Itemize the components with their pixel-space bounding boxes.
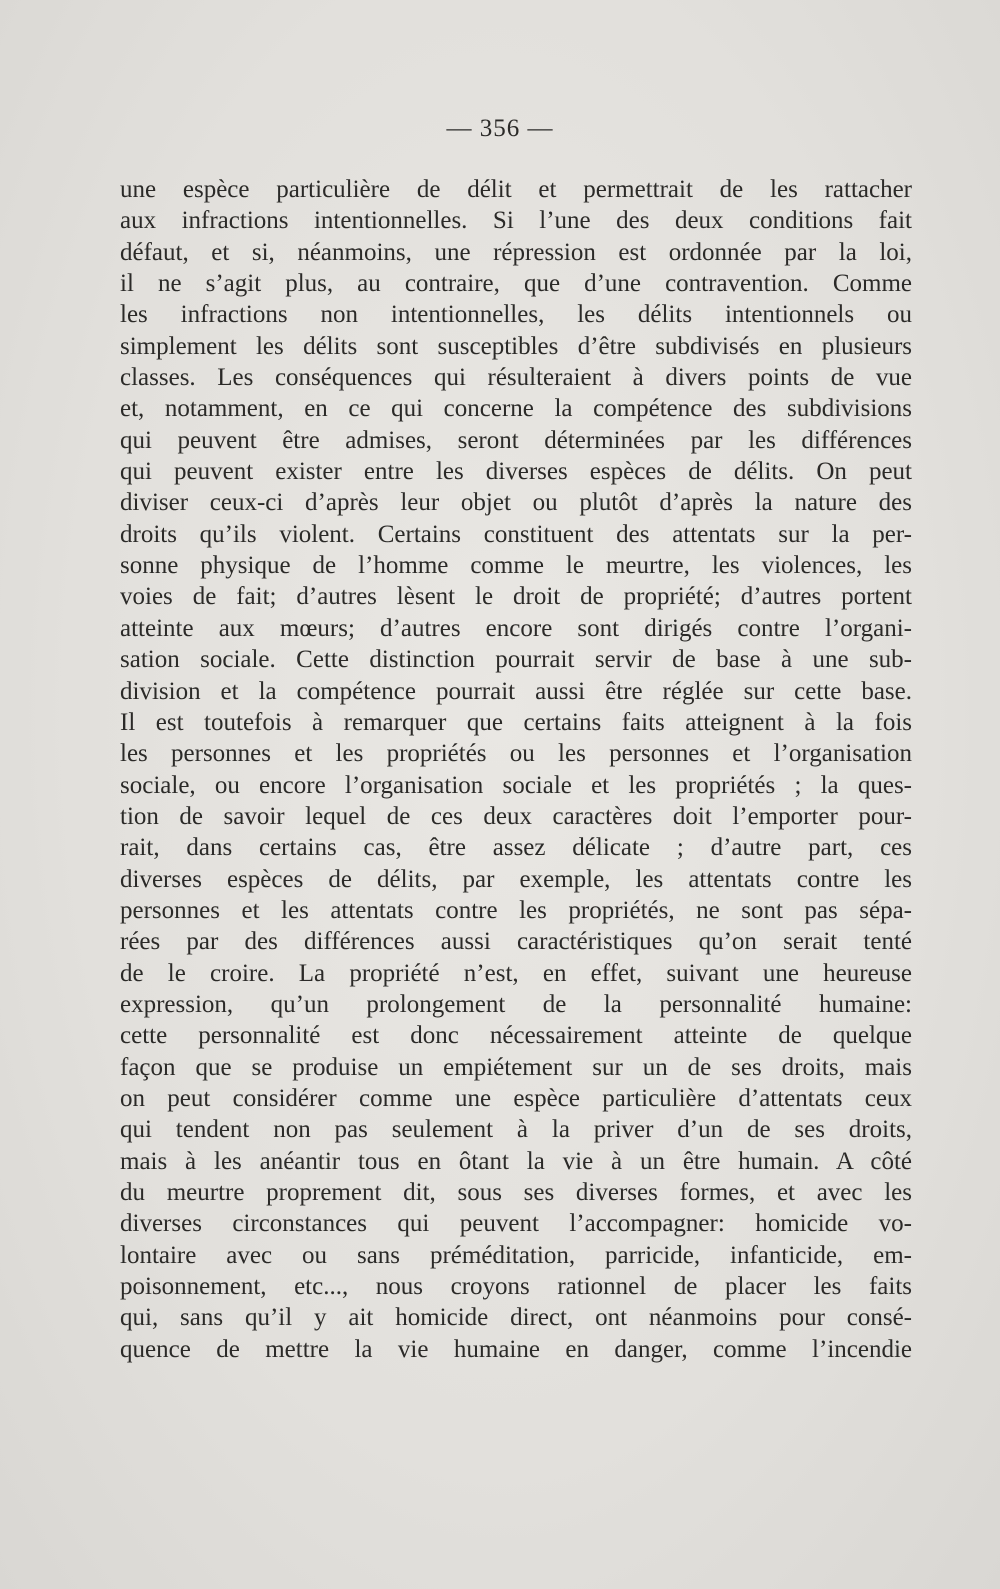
text-line: quence de mettre la vie humaine en danger, comme l’incendie [120, 1335, 912, 1363]
text-line: façon que se produise un empiétement sur un de ses droits, mais [120, 1053, 912, 1081]
text-line: simplement les délits sont susceptibles d’être subdivisés en plusieurs [120, 332, 912, 360]
text-line: cette personnalité est donc nécessairement atteinte de quelque [120, 1022, 912, 1050]
text-line: rées par des différences aussi caractéristiques qu’on serait tenté [120, 928, 912, 956]
page-number: — 356 — [446, 115, 554, 142]
text-line: rait, dans certains cas, être assez délicate ; d’autre part, ces [120, 834, 912, 862]
body-text [120, 174, 912, 1365]
text-line: Il est toutefois à remarquer que certains faits atteignent à la fois [120, 708, 912, 736]
text-line: classes. Les conséquences qui résulteraient à divers points de vue [120, 364, 912, 392]
text-line: division et la compétence pourrait aussi être réglée sur cette base. [120, 677, 912, 705]
text-line: tion de savoir lequel de ces deux caractères doit l’emporter pour- [120, 802, 912, 830]
text-line: sation sociale. Cette distinction pourrait servir de base à une sub- [120, 646, 912, 674]
text-line: qui, sans qu’il y ait homicide direct, ont néanmoins pour consé- [120, 1304, 912, 1332]
text-line: les personnes et les propriétés ou les personnes et l’organisation [120, 740, 912, 768]
text-line: expression, qu’un prolongement de la personnalité humaine: [120, 990, 912, 1018]
text-line: une espèce particulière de délit et permettrait de les rattacher [120, 176, 912, 203]
text-line: du meurtre proprement dit, sous ses diverses formes, et avec les [120, 1179, 912, 1206]
text-line: droits qu’ils violent. Certains constituent des attentats sur la per- [120, 520, 912, 548]
text-line: défaut, et si, néanmoins, une répression est ordonnée par la loi, [120, 238, 912, 266]
text-line: qui peuvent exister entre les diverses espèces de délits. On peut [120, 458, 912, 486]
text-line: personnes et les attentats contre les propriétés, ne sont pas sépa- [120, 896, 912, 924]
text-line: diviser ceux-ci d’après leur objet ou plutôt d’après la nature des [120, 489, 912, 517]
text-line: sociale, ou encore l’organisation sociale et les propriétés ; la ques- [120, 771, 912, 799]
text-line: poisonnement, etc..., nous croyons rationnel de placer les faits [120, 1273, 912, 1301]
text-line: voies de fait; d’autres lèsent le droit de propriété; d’autres portent [120, 583, 912, 611]
text-line: on peut considérer comme une espèce particulière d’attentats ceux [120, 1084, 912, 1112]
text-line: et, notamment, en ce qui concerne la compétence des subdivisions [120, 395, 912, 423]
text-line: qui tendent non pas seulement à la priver d’un de ses droits, [120, 1116, 912, 1144]
text-line: aux infractions intentionnelles. Si l’une des deux conditions fait [120, 207, 912, 235]
text-line: lontaire avec ou sans préméditation, parricide, infanticide, em- [120, 1241, 912, 1269]
text-line: qui peuvent être admises, seront déterminées par les différences [120, 426, 912, 454]
text-line: de le croire. La propriété n’est, en effet, suivant une heureuse [120, 959, 912, 987]
text-line: diverses circonstances qui peuvent l’accompagner: homicide vo- [120, 1210, 912, 1238]
text-line: sonne physique de l’homme comme le meurtre, les violences, les [120, 552, 912, 580]
text-line: atteinte aux mœurs; d’autres encore sont dirigés contre l’organi- [120, 614, 912, 642]
text-line: les infractions non intentionnelles, les délits intentionnels ou [120, 301, 912, 329]
text-line: mais à les anéantir tous en ôtant la vie à un être humain. A côté [120, 1147, 912, 1175]
text-line: diverses espèces de délits, par exemple, les attentats contre les [120, 865, 912, 893]
text-line: il ne s’agit plus, au contraire, que d’une contravention. Comme [120, 270, 912, 298]
